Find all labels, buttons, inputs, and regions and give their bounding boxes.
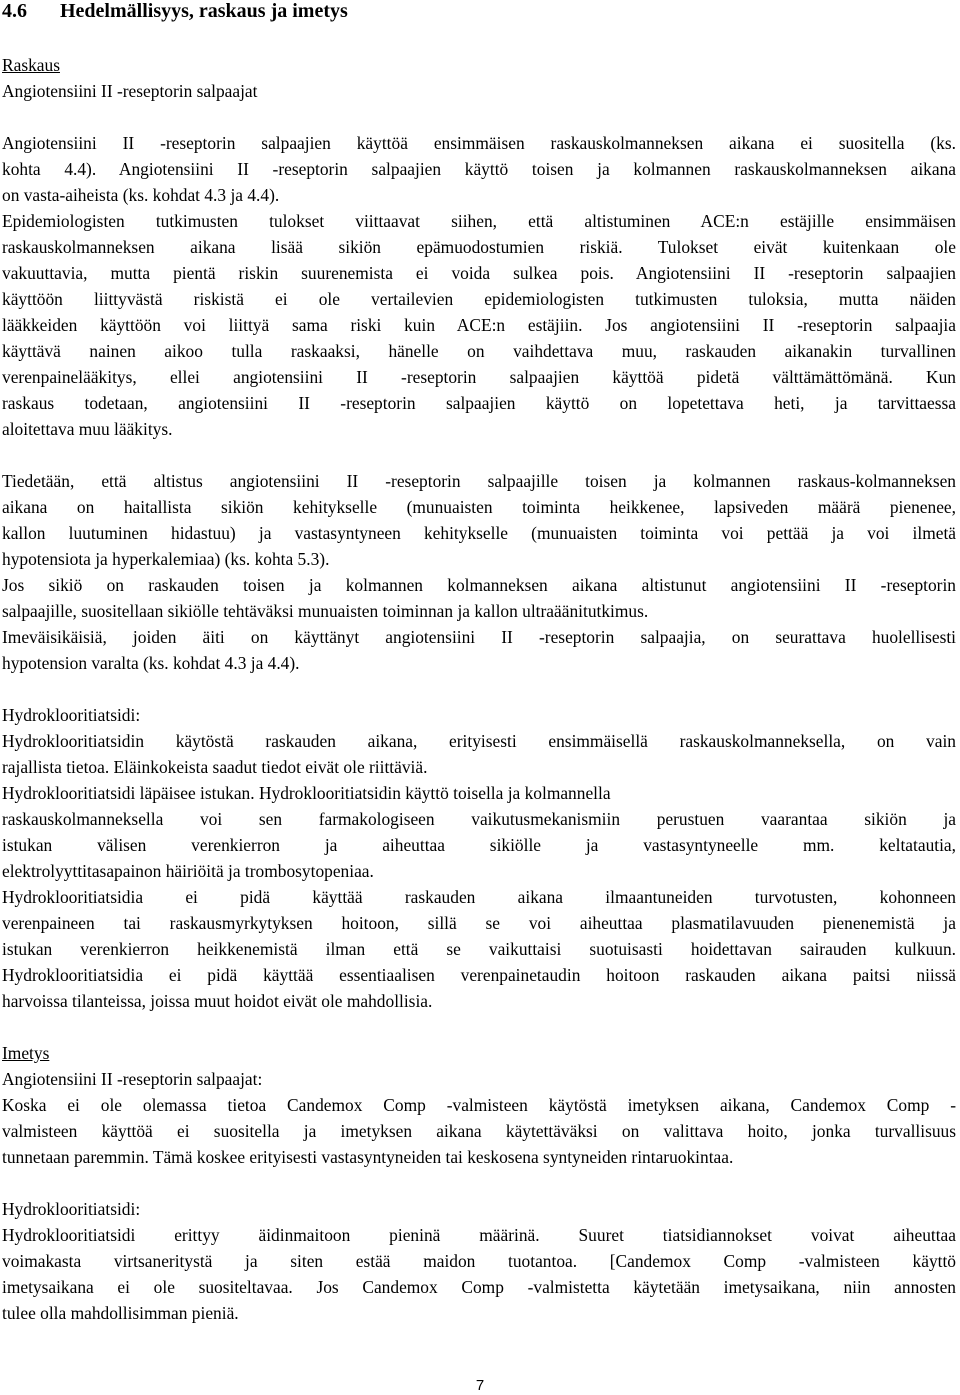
text-line: käyttöön liittyvästä riskistä ei ole vertailevien epidemiologisten tutkimusten tuloksia, mutta näiden xyxy=(2,289,956,309)
lactation-arb-paragraph xyxy=(2,1092,956,1170)
text-line: elektrolyyttitasapainon häiriöitä ja trombosytopeniaa. xyxy=(2,861,374,881)
text-line: raskauskolmanneksen aikana lisää sikiön epämuodostumien riskiä. Tulokset eivät kuitenkaan ole xyxy=(2,237,956,257)
text-line: aikana on haitallista sikiön kehitykselle (munuaisten toiminta heikkenee, lapsiveden määrä pienenee, xyxy=(2,497,956,517)
text-line: kallon luutuminen hidastuu) ja vastasyntyneen kehitykselle (munuaisten toiminta voi pettää ja voi ilmetä xyxy=(2,523,956,543)
lactation-hctz-subheading: Hydroklooritiatsidi: xyxy=(2,1199,141,1219)
text-line: lääkkeiden käyttöön voi liittyä sama riski kuin ACE:n estäjiin. Jos angiotensiini II -reseptorin salpaajia xyxy=(2,315,956,335)
text-line: istukan välisen verenkierron ja aiheuttaa sikiölle ja vastasyntyneelle mm. keltatautia, xyxy=(2,835,956,855)
document-page xyxy=(2,0,956,1326)
text-line: salpaajille, suositellaan sikiölle tehtäväksi munuaisten toiminnan ja kallon ultraäänitutkimus. xyxy=(2,601,649,621)
text-line: aloitettava muu lääkitys. xyxy=(2,419,173,439)
pregnancy-arb-subheading: Angiotensiini II -reseptorin salpaajat xyxy=(2,81,258,101)
text-line: hypotension varalta (ks. kohdat 4.3 ja 4.4). xyxy=(2,653,300,673)
text-line: Jos sikiö on raskauden toisen ja kolmannen kolmanneksen aikana altistunut angiotensiini II -reseptorin xyxy=(2,575,956,595)
spacer xyxy=(2,676,956,702)
pregnancy-arb-paragraph xyxy=(2,130,956,442)
text-line: Hydroklooritiatsidi erittyy äidinmaitoon pieninä määrinä. Suuret tiatsidiannokset voivat aiheuttaa xyxy=(2,1225,956,1245)
text-line: Hydroklooritiatsidin käytöstä raskauden aikana, erityisesti ensimmäisellä raskauskolmanneksella, on vain xyxy=(2,731,956,751)
section-body xyxy=(2,52,956,1326)
text-line: valmisteen käyttöä ei suositella ja imetyksen aikana käytettäväksi on valittava hoito, jonka turvallisuus xyxy=(2,1121,956,1141)
spacer xyxy=(2,442,956,468)
text-line: Hydroklooritiatsidia ei pidä käyttää raskauden aikana ilmaantuneiden turvotusten, kohonneen xyxy=(2,887,956,907)
text-line: harvoissa tilanteissa, joissa muut hoidot eivät ole mahdollisia. xyxy=(2,991,433,1011)
text-line: Tiedetään, että altistus angiotensiini II -reseptorin salpaajille toisen ja kolmannen raskaus-kolmanneksen xyxy=(2,471,956,491)
text-line: Imeväisikäisiä, joiden äiti on käyttänyt angiotensiini II -reseptorin salpaajia, on seurattava huolellisesti xyxy=(2,627,956,647)
text-line: verenpaineen tai raskausmyrkytyksen hoitoon, sillä se voi aiheuttaa plasmatilavuuden pienenemistä ja xyxy=(2,913,956,933)
text-line: Angiotensiini II -reseptorin salpaajien käyttöä ensimmäisen raskauskolmanneksen aikana ei suositella (ks. xyxy=(2,133,956,153)
pregnancy-exposure-paragraph xyxy=(2,468,956,676)
text-line: imetysaikana ei ole suositeltavaa. Jos Candemox Comp -valmistetta käytetään imetysaikana, niin annosten xyxy=(2,1277,956,1297)
text-line: Hydroklooritiatsidi läpäisee istukan. Hydroklooritiatsidin käyttö toisella ja kolmannella xyxy=(2,783,611,803)
section-title: Hedelmällisyys, raskaus ja imetys xyxy=(60,0,348,22)
text-line: tunnetaan paremmin. Tämä koskee erityisesti vastasyntyneiden tai keskosena syntyneiden rintaruokintaa. xyxy=(2,1147,734,1167)
text-line: istukan verenkierron heikkenemistä ilman että se vaikuttaisi suotuisasti hoidettavan sairauden kulkuun. xyxy=(2,939,956,959)
page-number: 7 xyxy=(475,1377,485,1394)
text-line: Koska ei ole olemassa tietoa Candemox Comp -valmisteen käytöstä imetyksen aikana, Candemox Comp - xyxy=(2,1095,956,1115)
text-line: kohta 4.4). Angiotensiini II -reseptorin salpaajien käyttö toisen ja kolmannen raskauskolmanneksen aikana xyxy=(2,159,956,179)
text-line: hypotensiota ja hyperkalemiaa) (ks. kohta 5.3). xyxy=(2,549,330,569)
text-line: verenpainelääkitys, ellei angiotensiini II -reseptorin salpaajien käyttöä pidetä välttämättömänä. Kun xyxy=(2,367,956,387)
text-line: raskaus todetaan, angiotensiini II -reseptorin salpaajien käyttö on lopetettava heti, ja tarvittaessa xyxy=(2,393,956,413)
text-line: käyttävä nainen aikoo tulla raskaaksi, hänelle on vaihdettava muu, raskauden aikanakin turvallinen xyxy=(2,341,956,361)
pregnancy-hctz-subheading: Hydroklooritiatsidi: xyxy=(2,705,141,725)
text-line: tulee olla mahdollisimman pieniä. xyxy=(2,1303,239,1323)
text-line: vakuuttavia, mutta pientä riskin suurenemista ei voida sulkea pois. Angiotensiini II -reseptorin salpaajien xyxy=(2,263,956,283)
text-line: voimakasta virtsaneritystä ja siten estää maidon tuotantoa. [Candemox Comp -valmisteen käyttö xyxy=(2,1251,956,1271)
lactation-hctz-paragraph xyxy=(2,1222,956,1326)
spacer xyxy=(2,1014,956,1040)
spacer xyxy=(2,1170,956,1196)
pregnancy-hctz-paragraph xyxy=(2,728,956,1014)
section-heading xyxy=(2,0,956,26)
text-line: Hydroklooritiatsidia ei pidä käyttää essentiaalisen verenpainetaudin hoitoon raskauden aikana paitsi niissä xyxy=(2,965,956,985)
text-line: rajallista tietoa. Eläinkokeista saadut tiedot eivät ole riittäviä. xyxy=(2,757,428,777)
pregnancy-heading: Raskaus xyxy=(2,55,60,75)
spacer xyxy=(2,104,956,130)
section-number: 4.6 xyxy=(2,0,27,22)
text-line: on vasta-aiheista (ks. kohdat 4.3 ja 4.4). xyxy=(2,185,280,205)
text-line: Epidemiologisten tutkimusten tulokset viittaavat siihen, että altistuminen ACE:n estäjille ensimmäisen xyxy=(2,211,956,231)
text-line: raskauskolmanneksella voi sen farmakologiseen vaikutusmekanismiin perustuen vaarantaa sikiön ja xyxy=(2,809,956,829)
lactation-arb-subheading: Angiotensiini II -reseptorin salpaajat: xyxy=(2,1069,263,1089)
lactation-heading: Imetys xyxy=(2,1043,50,1063)
